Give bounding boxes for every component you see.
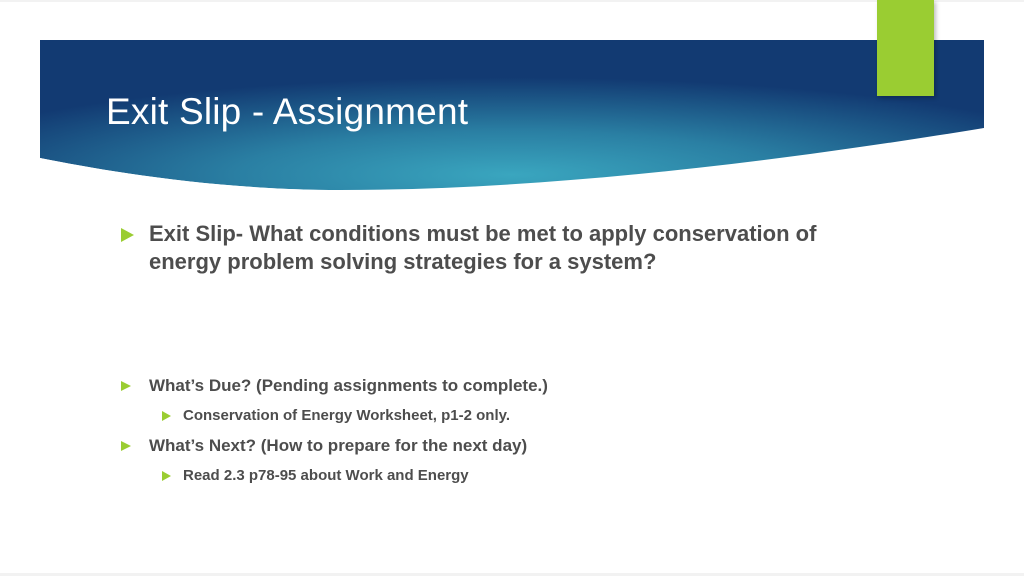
bullet-text: Read 2.3 p78-95 about Work and Energy <box>183 467 469 484</box>
bullet-whats-due <box>121 375 821 397</box>
bullet-whats-next <box>121 435 821 457</box>
triangle-right-icon <box>162 471 171 481</box>
bullet-text: Conservation of Energy Worksheet, p1-2 only. <box>183 407 511 424</box>
top-divider <box>0 0 1024 2</box>
triangle-right-icon <box>121 441 131 451</box>
bullet-text: What’s Due? (Pending assignments to complete.) <box>149 376 548 395</box>
bullet-text: Exit Slip- What conditions must be met to apply conservation of energy problem solving strategies for a system? <box>149 221 817 274</box>
accent-tab <box>877 0 934 96</box>
triangle-right-icon <box>121 228 134 242</box>
bullet-exit-slip <box>121 220 841 276</box>
bullet-text: What’s Next? (How to prepare for the next day) <box>149 436 528 455</box>
triangle-right-icon <box>121 381 131 391</box>
triangle-right-icon <box>162 411 171 421</box>
sub-bullet-worksheet <box>162 406 812 426</box>
slide-title: Exit Slip - Assignment <box>106 91 469 132</box>
sub-bullet-reading <box>162 466 812 486</box>
